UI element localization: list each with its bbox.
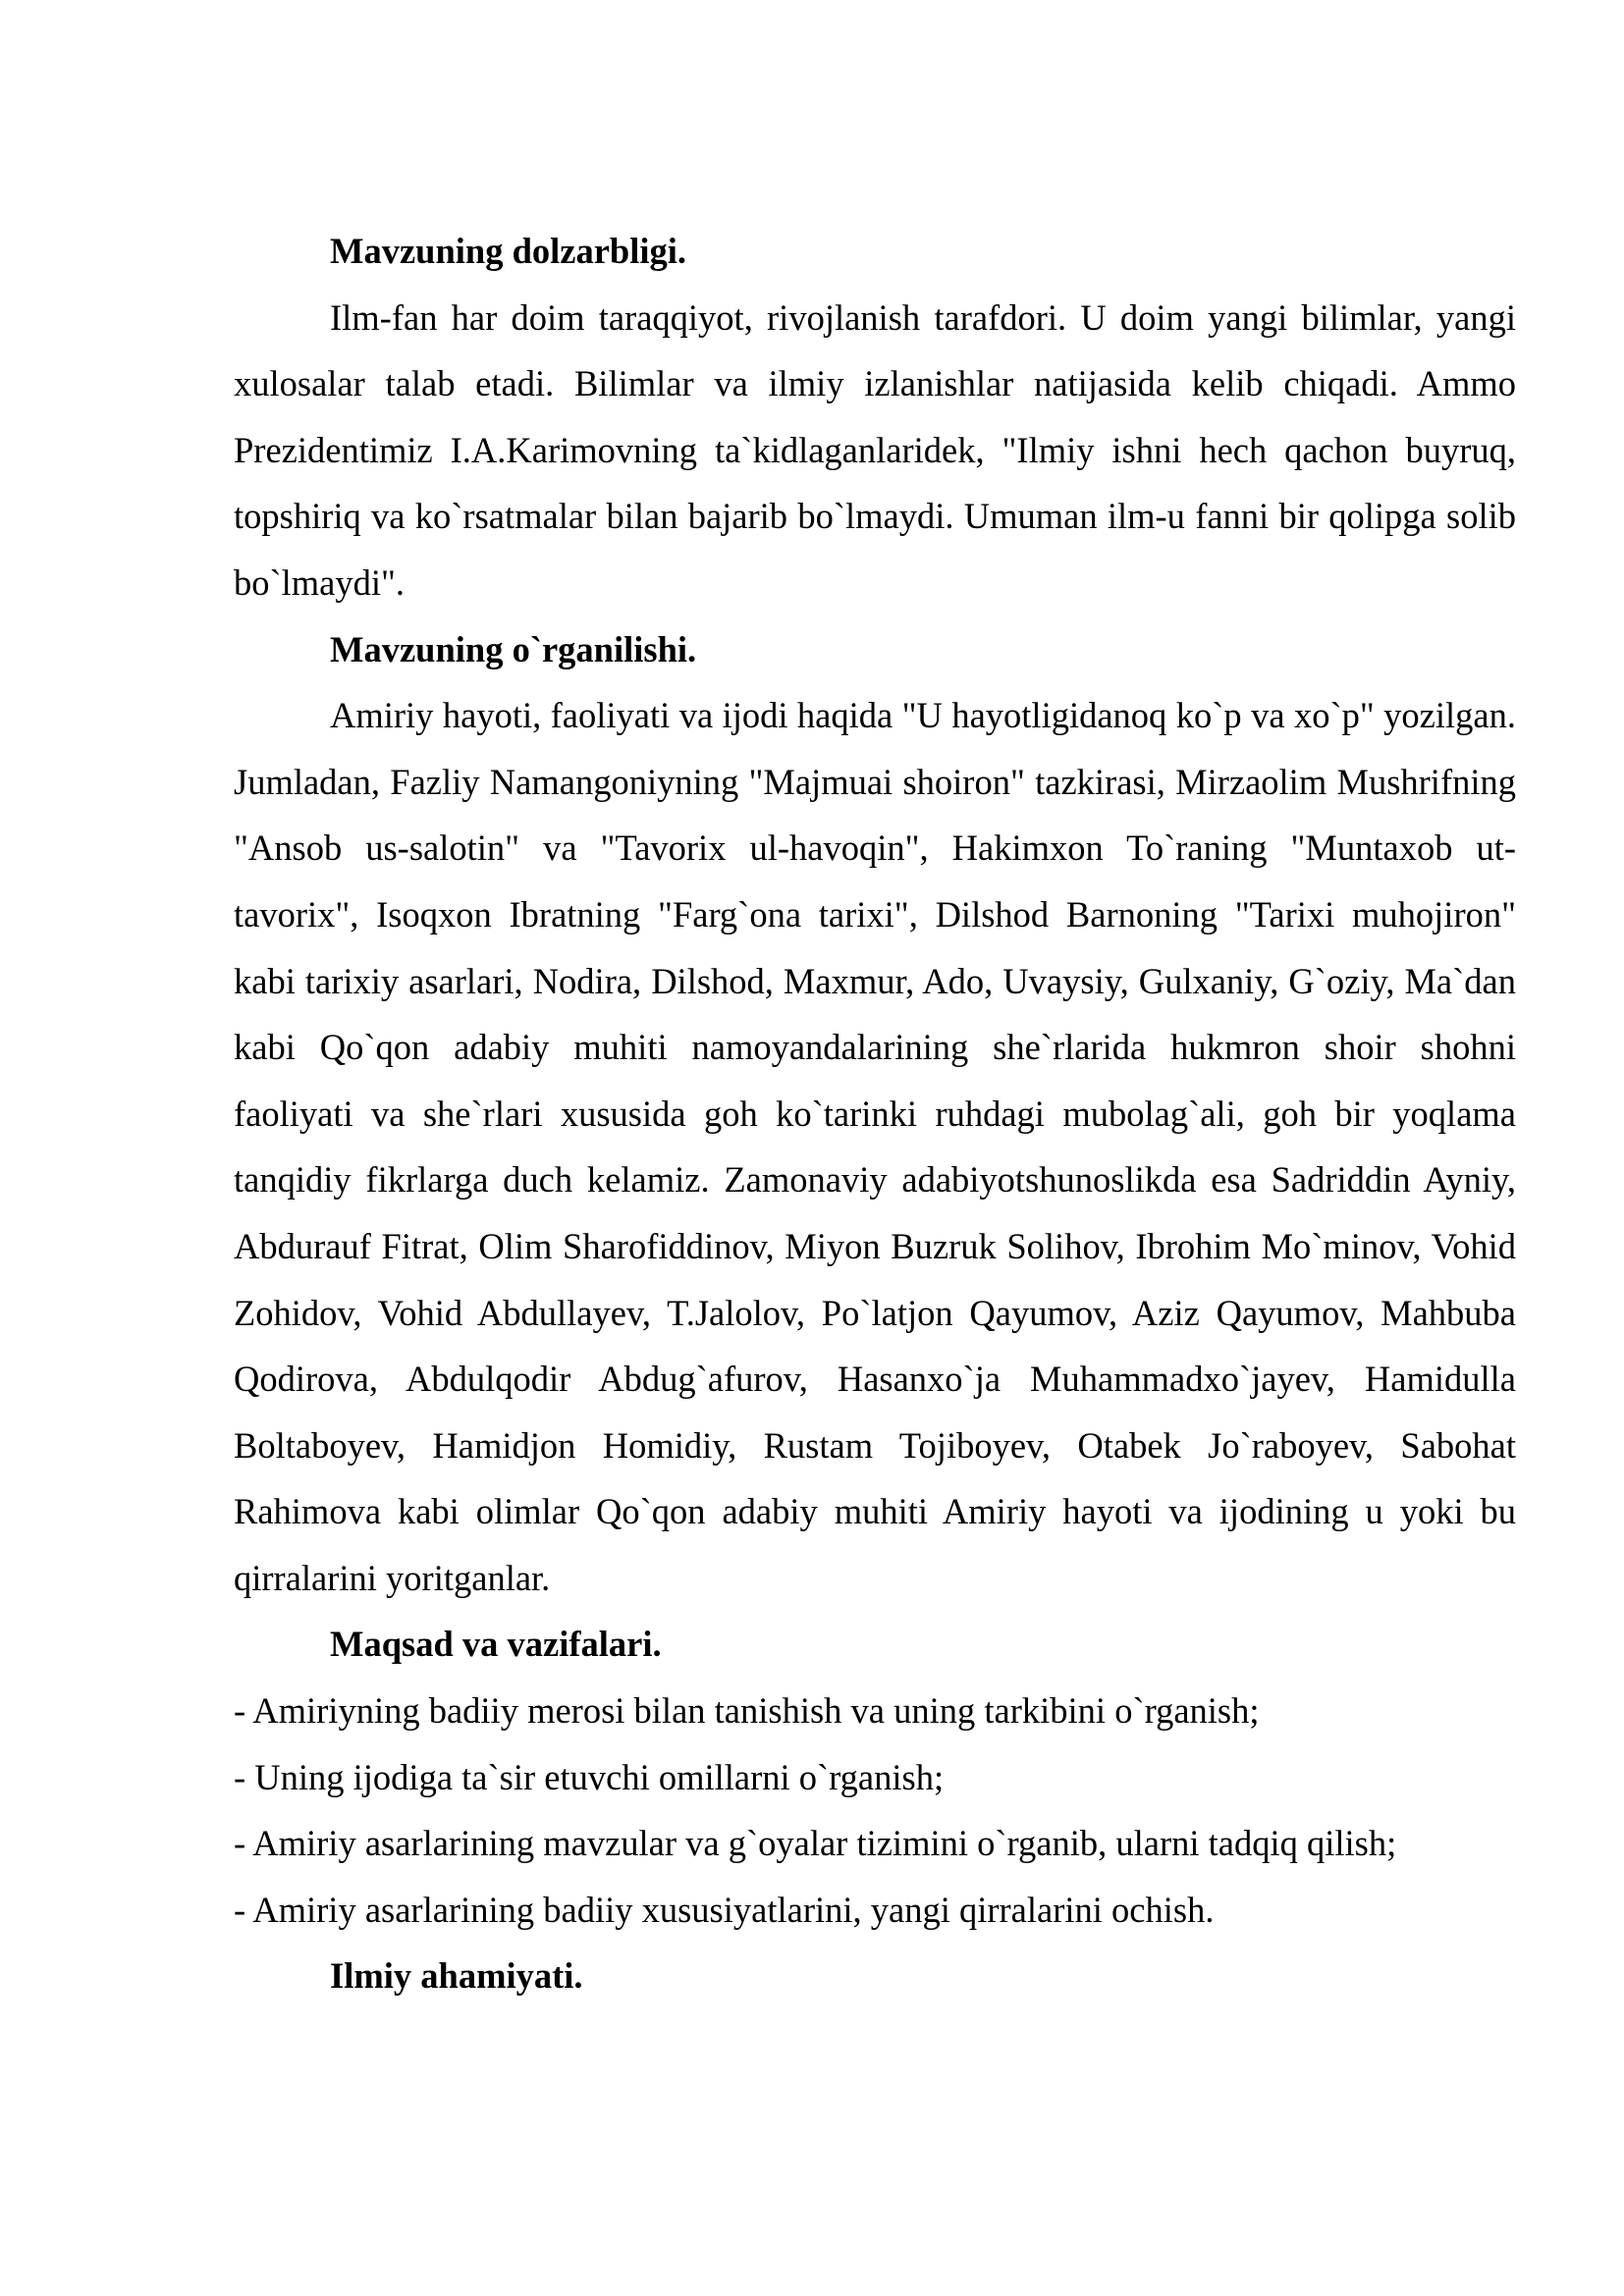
- goal-list-item: - Amiriyning badiiy merosi bilan tanishish va uning tarkibini o`rganish;: [234, 1690, 1260, 1732]
- document-page: [234, 218, 1516, 2009]
- section-heading-relevance: Mavzuning dolzarbligi.: [330, 231, 687, 271]
- section-heading-goals: Maqsad va vazifalari.: [330, 1624, 662, 1665]
- goal-list-item: - Uning ijodiga ta`sir etuvchi omillarni o`rganish;: [234, 1756, 945, 1797]
- section-paragraph-study: Amiriy hayoti, faoliyati va ijodi haqida "U hayotligidanoq ko`p va xo`p" yozilgan. Jumladan, Fazliy Namangoniyning "Majmuai shoiron" tazkirasi, Mirzaolim Mushrifning "Ansob us-salotin" va "Tavorix ul-havoqin", Hakimxon To`raning "Muntaxob ut-tavorix", Isoqxon Ibratning "Farg`ona tarixi", Dilshod Barnoning "Tarixi muhojiron" kabi tarixiy asarlari, Nodira, Dilshod, Maxmur, Ado, Uvaysiy, Gulxaniy, G`oziy, Ma`dan kabi Qo`qon adabiy muhiti namoyandalarining she`rlarida hukmron shoir shohni faoliyati va she`rlari xususida goh ko`tarinki ruhdagi mubolag`ali, goh bir yoqlama tanqidiy fikrlarga duch kelamiz. Zamonaviy adabiyotshunoslikda esa Sadriddin Ayniy, Abdurauf Fitrat, Olim Sharofiddinov, Miyon Buzruk Solihov, Ibrohim Mo`minov, Vohid Zohidov, Vohid Abdullayev, T.Jalolov, Po`latjon Qayumov, Aziz Qayumov, Mahbuba Qodirova, Abdulqodir Abdug`afurov, Hasanxo`ja Muhammadxo`jayev, Hamidulla Boltaboyev, Hamidjon Homidiy, Rustam Tojiboyev, Otabek Jo`raboyev, Sabohat Rahimova kabi olimlar Qo`qon adabiy muhiti Amiriy hayoti va ijodining u yoki bu qirralarini yoritganlar.: [234, 695, 1516, 1598]
- goal-list-item: - Amiriy asarlarining badiiy xususiyatlarini, yangi qirralarini ochish.: [234, 1889, 1215, 1930]
- goal-list-item: - Amiriy asarlarining mavzular va g`oyalar tizimini o`rganib, ularni tadqiq qilish;: [234, 1823, 1397, 1864]
- section-heading-significance: Ilmiy ahamiyati.: [330, 1955, 583, 1997]
- section-paragraph-relevance: Ilm-fan har doim taraqqiyot, rivojlanish tarafdori. U doim yangi bilimlar, yangi xulosalar talab etadi. Bilimlar va ilmiy izlanishlar natijasida kelib chiqadi. Ammo Prezidentimiz I.A.Karimovning ta`kidlaganlaridek, "Ilmiy ishni hech qachon buyruq, topshiriq va ko`rsatmalar bilan bajarib bo`lmaydi. Umuman ilm-u fanni bir qolipga solib bo`lmaydi".: [234, 296, 1516, 603]
- section-heading-study: Mavzuning o`rganilishi.: [330, 628, 697, 669]
